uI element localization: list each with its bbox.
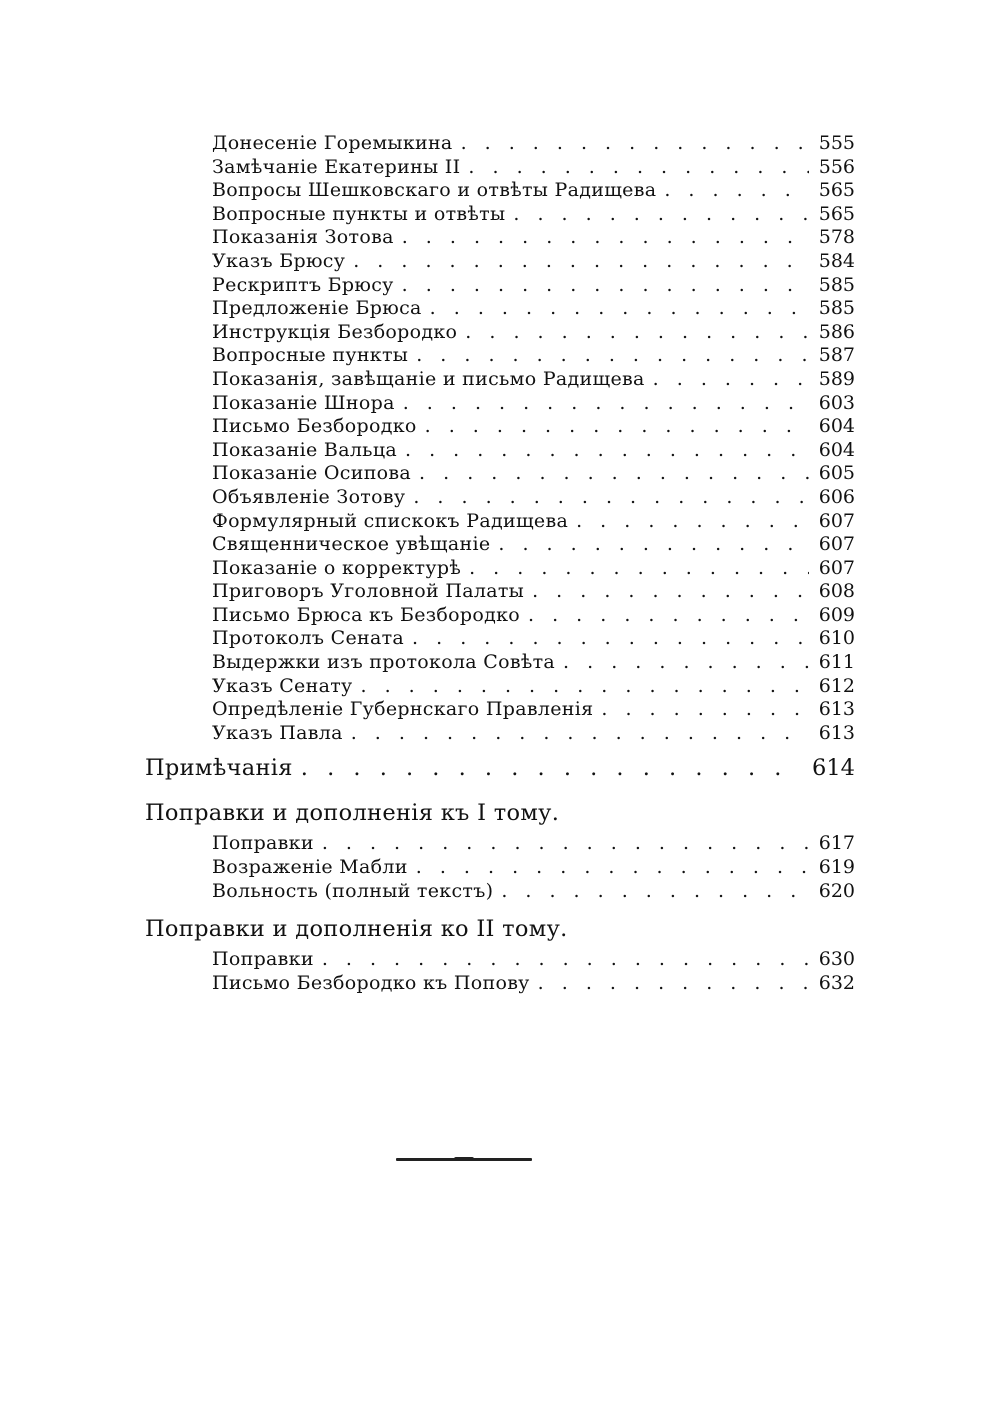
toc-entry-page: 589	[818, 367, 855, 390]
dot-leader	[402, 226, 809, 250]
toc-entry-title: Объявленіе Зотову	[212, 485, 406, 508]
table-of-contents	[145, 132, 855, 995]
toc-entry	[145, 533, 855, 557]
toc-entry-page: 610	[818, 627, 855, 650]
toc-entry	[145, 486, 855, 510]
dot-leader	[653, 368, 809, 392]
toc-entry-page: 604	[818, 438, 855, 461]
dot-leader	[430, 297, 809, 321]
dot-leader	[412, 627, 809, 651]
toc-entry	[145, 274, 855, 298]
dot-leader	[461, 132, 809, 156]
toc-entry-title: Инструкція Безбородко	[212, 320, 458, 343]
toc-entry-page: 555	[818, 132, 855, 154]
toc-entry-title: Указъ Брюсу	[212, 249, 346, 272]
toc-entry-title: Донесеніе Горемыкина	[212, 132, 453, 154]
toc-entry-title: Рескриптъ Брюсу	[212, 273, 394, 296]
dot-leader	[498, 533, 809, 557]
toc-entry-page: 585	[818, 273, 855, 296]
toc-entry-title: Письмо Безбородко къ Попову	[212, 971, 530, 994]
toc-entry-page: 607	[818, 556, 855, 579]
toc-entry-title: Вопросы Шешковскаго и отвѣты Радищева	[212, 179, 657, 202]
dot-leader	[664, 179, 809, 203]
dot-leader	[416, 344, 809, 368]
dot-leader	[538, 972, 809, 996]
toc-entry-title: Показанія Зотова	[212, 226, 394, 249]
dot-leader	[513, 203, 809, 227]
toc-entry-page: 613	[818, 698, 855, 721]
dot-leader	[351, 722, 809, 746]
toc-entry-page: 556	[818, 155, 855, 178]
toc-entry	[145, 439, 855, 463]
dot-leader	[528, 604, 809, 628]
toc-entry-page: 584	[818, 249, 855, 272]
dot-leader	[501, 880, 809, 904]
toc-entry-page: 612	[818, 674, 855, 697]
dot-leader	[301, 749, 799, 787]
toc-entry-title: Показаніе Шнора	[212, 391, 395, 414]
toc-entry-title: Показанія, завѣщаніе и письмо Радищева	[212, 367, 645, 390]
toc-entry-title: Протоколъ Сената	[212, 627, 405, 650]
toc-entry	[145, 627, 855, 651]
toc-entry	[145, 510, 855, 534]
toc-entry-page: 620	[818, 879, 855, 902]
toc-entry-page: 608	[818, 580, 855, 603]
toc-entry-title: Показаніе Вальца	[212, 438, 397, 461]
toc-entry-title: Поправки	[212, 832, 314, 855]
toc-entry-page: 619	[818, 856, 855, 879]
toc-entry	[145, 226, 855, 250]
toc-entry	[145, 297, 855, 321]
toc-entry-title: Указъ Сенату	[212, 674, 353, 697]
toc-entry-page: 607	[818, 533, 855, 556]
dot-leader	[322, 832, 809, 856]
toc-entry	[145, 832, 855, 856]
toc-entry	[145, 368, 855, 392]
toc-entry-title: Священническое увѣщаніе	[212, 533, 491, 556]
toc-entry-page: 609	[818, 603, 855, 626]
toc-entry	[145, 972, 855, 996]
toc-entry	[145, 557, 855, 581]
dot-leader	[468, 156, 809, 180]
toc-entry-title: Указъ Павла	[212, 721, 343, 744]
toc-major-page: 614	[812, 755, 855, 782]
toc-entry-page: 565	[818, 179, 855, 202]
dot-leader	[416, 856, 809, 880]
decorative-end-rule	[396, 1158, 532, 1161]
toc-entry	[145, 675, 855, 699]
toc-entry	[145, 203, 855, 227]
toc-major-title: Примѣчанія	[145, 755, 293, 782]
toc-entry	[145, 604, 855, 628]
toc-entry-page: 565	[818, 202, 855, 225]
dot-leader	[405, 439, 809, 463]
toc-entry	[145, 462, 855, 486]
dot-leader	[402, 274, 809, 298]
dot-leader	[322, 948, 809, 972]
dot-leader	[601, 698, 809, 722]
dot-leader	[425, 415, 809, 439]
toc-entry-title: Вольность (полный текстъ)	[212, 879, 494, 902]
dot-leader	[469, 557, 809, 581]
toc-entry-title: Формулярный спискокъ Радищева	[212, 509, 569, 532]
toc-entry-page: 578	[818, 226, 855, 249]
toc-entry-page: 611	[818, 651, 855, 674]
toc-entry-page: 607	[818, 509, 855, 532]
toc-entry-title: Опредѣленіе Губернскаго Правленія	[212, 698, 594, 721]
toc-entry-title: Вопросные пункты и отвѣты	[212, 202, 506, 225]
toc-entry-page: 613	[818, 721, 855, 744]
toc-entry-title: Показаніе о корректурѣ	[212, 556, 462, 579]
toc-entry-page: 630	[818, 948, 855, 971]
toc-entry-page: 605	[818, 462, 855, 485]
dot-leader	[419, 462, 809, 486]
toc-entry-page: 603	[818, 391, 855, 414]
toc-entry-title: Поправки	[212, 948, 314, 971]
toc-entry	[145, 250, 855, 274]
toc-entry	[145, 321, 855, 345]
toc-entry-title: Замѣчаніе Екатерины II	[212, 155, 461, 178]
toc-entry-title: Приговоръ Уголовной Палаты	[212, 580, 525, 603]
toc-entry	[145, 415, 855, 439]
toc-entry	[145, 179, 855, 203]
toc-entry	[145, 344, 855, 368]
section-heading	[145, 910, 855, 948]
dot-leader	[576, 510, 809, 534]
dot-leader	[361, 675, 810, 699]
section-heading	[145, 794, 855, 832]
toc-entry	[145, 132, 855, 156]
toc-entry-title: Предложеніе Брюса	[212, 297, 422, 320]
toc-entry-page: 617	[818, 832, 855, 855]
toc-entry-title: Показаніе Осипова	[212, 462, 412, 485]
toc-entry	[145, 580, 855, 604]
toc-entry-title: Вопросные пункты	[212, 344, 409, 367]
dot-leader	[403, 392, 809, 416]
toc-entry	[145, 392, 855, 416]
dot-leader	[532, 580, 809, 604]
toc-entry-page: 586	[818, 320, 855, 343]
toc-entry-title: Выдержки изъ протокола Совѣта	[212, 651, 556, 674]
toc-entry	[145, 698, 855, 722]
toc-entry	[145, 651, 855, 675]
dot-leader	[465, 321, 809, 345]
section-heading-text: Поправки и дополненія къ I тому.	[145, 800, 560, 827]
toc-entry-page: 604	[818, 415, 855, 438]
toc-entry	[145, 948, 855, 972]
toc-entry-title: Письмо Безбородко	[212, 415, 417, 438]
toc-major-entry	[145, 749, 855, 787]
toc-entry	[145, 156, 855, 180]
toc-entry	[145, 856, 855, 880]
toc-entry-title: Письмо Брюса къ Безбородко	[212, 603, 521, 626]
toc-entry-page: 585	[818, 297, 855, 320]
toc-entry-page: 632	[818, 971, 855, 994]
dot-leader	[413, 486, 809, 510]
toc-entry-page: 587	[818, 344, 855, 367]
dot-leader	[563, 651, 809, 675]
toc-entry	[145, 722, 855, 746]
section-heading-text: Поправки и дополненія ко II тому.	[145, 916, 568, 943]
toc-entry-page: 606	[818, 485, 855, 508]
dot-leader	[353, 250, 809, 274]
toc-entry-title: Возраженіе Мабли	[212, 856, 408, 879]
toc-entry	[145, 880, 855, 904]
